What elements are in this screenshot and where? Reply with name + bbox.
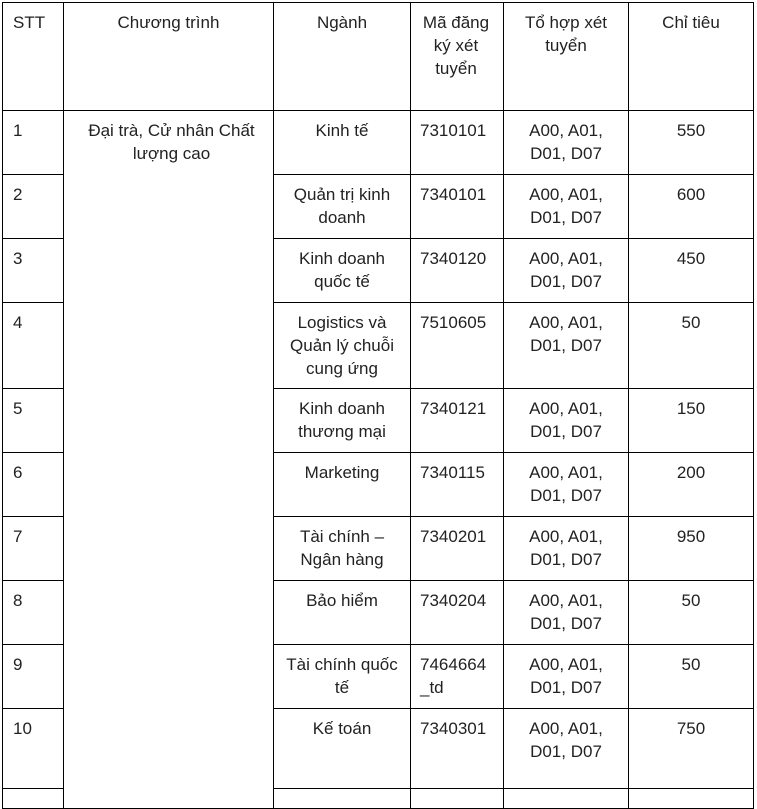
row-quota: 950	[629, 517, 754, 581]
row-combo: A00, A01, D01, D07	[504, 581, 629, 645]
row-combo: A00, A01, D01, D07	[504, 303, 629, 389]
row-combo: A00, A01, D01, D07	[504, 645, 629, 709]
row-combo: A00, A01, D01, D07	[504, 709, 629, 789]
row-major: Kinh doanh quốc tế	[274, 239, 411, 303]
row-code: 7340204	[411, 581, 504, 645]
header-stt: STT	[3, 3, 64, 111]
row-stt: 6	[3, 453, 64, 517]
empty-cell	[274, 789, 411, 809]
row-major: Marketing	[274, 453, 411, 517]
row-stt: 3	[3, 239, 64, 303]
row-major: Tài chính quốc tế	[274, 645, 411, 709]
header-program: Chương trình	[64, 3, 274, 111]
row-quota: 450	[629, 239, 754, 303]
row-major: Bảo hiểm	[274, 581, 411, 645]
row-major: Kế toán	[274, 709, 411, 789]
row-stt: 9	[3, 645, 64, 709]
row-stt: 2	[3, 175, 64, 239]
header-major: Ngành	[274, 3, 411, 111]
row-combo: A00, A01, D01, D07	[504, 453, 629, 517]
row-major: Tài chính – Ngân hàng	[274, 517, 411, 581]
row-code: 7340121	[411, 389, 504, 453]
row-stt: 7	[3, 517, 64, 581]
row-code: 7340101	[411, 175, 504, 239]
row-stt: 8	[3, 581, 64, 645]
row-combo: A00, A01, D01, D07	[504, 389, 629, 453]
row-quota: 150	[629, 389, 754, 453]
table-body	[3, 3, 754, 809]
row-quota: 750	[629, 709, 754, 789]
empty-cell	[411, 789, 504, 809]
row-major: Quản trị kinh doanh	[274, 175, 411, 239]
program-cell: Đại trà, Cử nhân Chất lượng cao	[64, 111, 274, 809]
header-row	[3, 3, 754, 111]
row-stt: 10	[3, 709, 64, 789]
row-combo: A00, A01, D01, D07	[504, 175, 629, 239]
table-row	[3, 111, 754, 175]
row-quota: 600	[629, 175, 754, 239]
row-stt: 1	[3, 111, 64, 175]
row-combo: A00, A01, D01, D07	[504, 517, 629, 581]
row-major: Kinh doanh thương mại	[274, 389, 411, 453]
row-combo: A00, A01, D01, D07	[504, 111, 629, 175]
header-code: Mã đăng ký xét tuyển	[411, 3, 504, 111]
empty-cell	[629, 789, 754, 809]
row-quota: 50	[629, 645, 754, 709]
admission-table-container	[2, 2, 754, 809]
row-quota: 50	[629, 303, 754, 389]
empty-cell	[3, 789, 64, 809]
header-combo: Tổ hợp xét tuyển	[504, 3, 629, 111]
row-code: 7340301	[411, 709, 504, 789]
row-major: Logistics và Quản lý chuỗi cung ứng	[274, 303, 411, 389]
admission-table	[2, 2, 754, 809]
row-code: 7464664 _td	[411, 645, 504, 709]
row-quota: 200	[629, 453, 754, 517]
row-code: 7340115	[411, 453, 504, 517]
empty-cell	[504, 789, 629, 809]
row-quota: 50	[629, 581, 754, 645]
row-combo: A00, A01, D01, D07	[504, 239, 629, 303]
row-code: 7310101	[411, 111, 504, 175]
row-code: 7340201	[411, 517, 504, 581]
row-code: 7510605	[411, 303, 504, 389]
row-stt: 5	[3, 389, 64, 453]
row-stt: 4	[3, 303, 64, 389]
row-code: 7340120	[411, 239, 504, 303]
header-quota: Chỉ tiêu	[629, 3, 754, 111]
row-quota: 550	[629, 111, 754, 175]
row-major: Kinh tế	[274, 111, 411, 175]
